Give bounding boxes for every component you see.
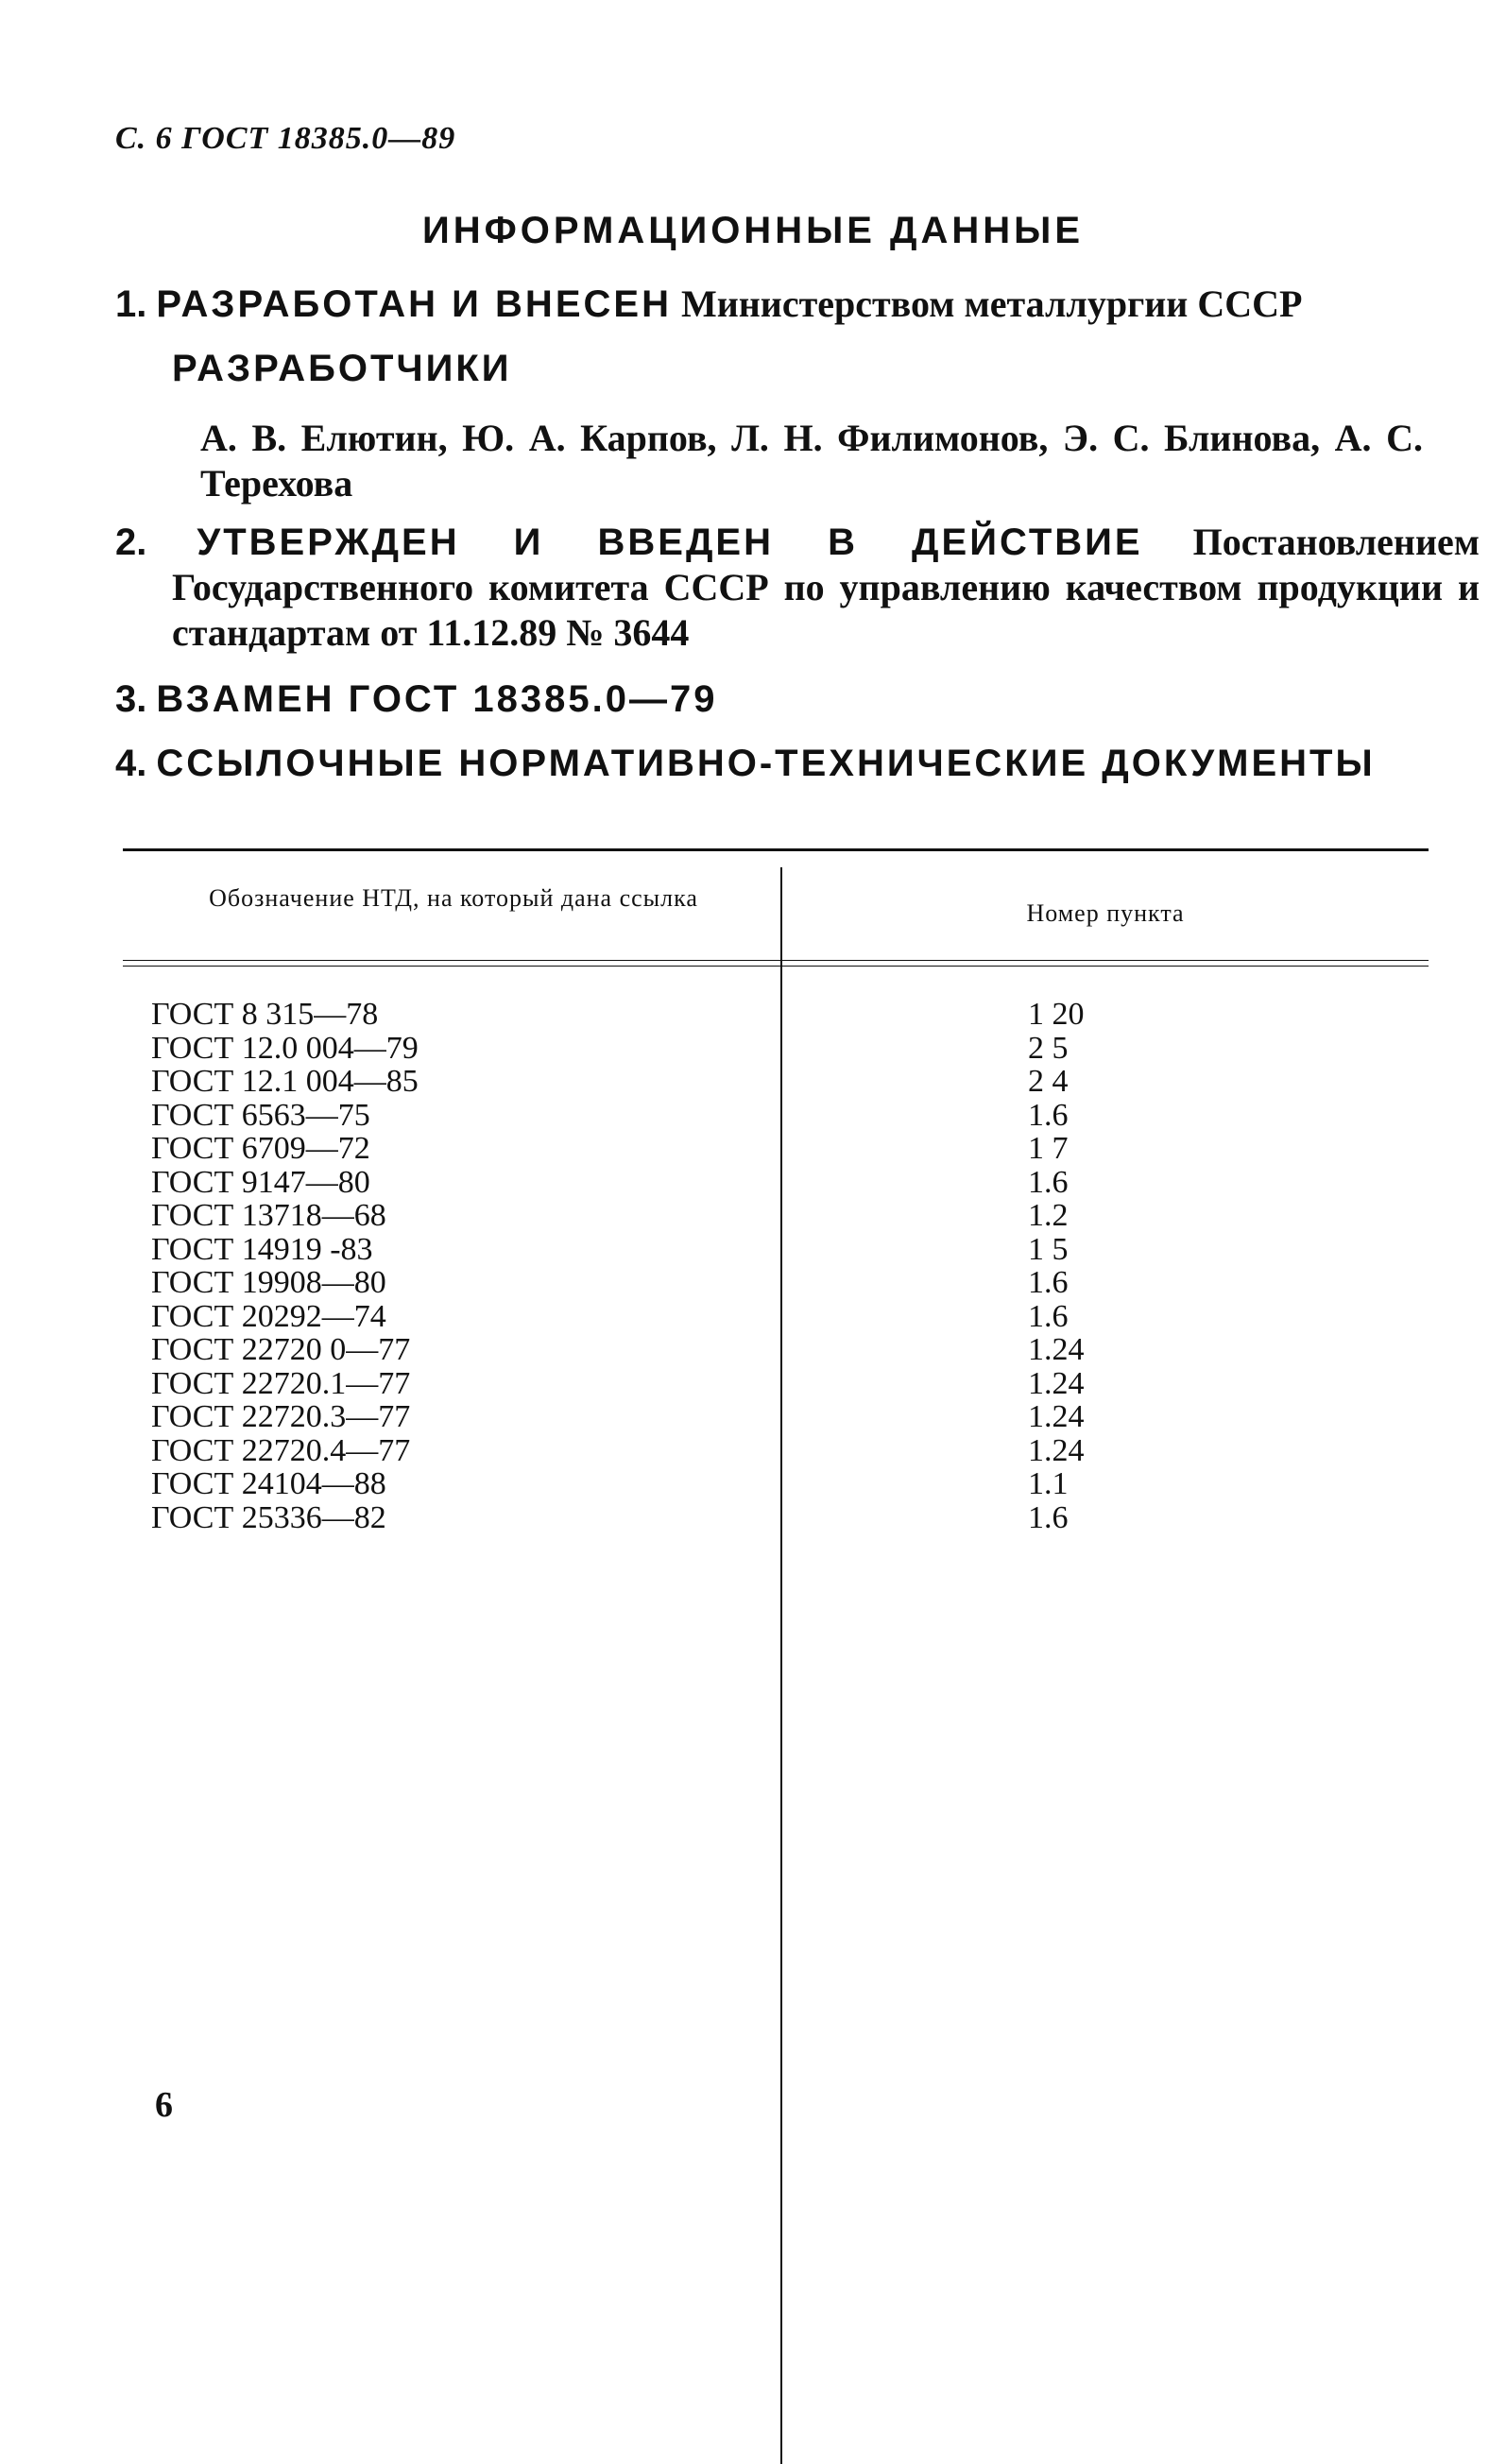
table-row bbox=[123, 1434, 1429, 1468]
table-cell-point: 1.24 bbox=[1028, 1399, 1085, 1434]
item-3 bbox=[115, 676, 1423, 722]
table-cell-doc: ГОСТ 19908—80 bbox=[151, 1265, 386, 1300]
item-1-heading: РАЗРАБОТАН И ВНЕСЕН bbox=[156, 283, 672, 325]
table-row bbox=[123, 1065, 1429, 1099]
table-cell-doc: ГОСТ 22720 0—77 bbox=[151, 1332, 411, 1367]
item-1-number: 1. bbox=[115, 283, 147, 325]
item-2-heading: УТВЕРЖДЕН И ВВЕДЕН В ДЕЙСТВИЕ bbox=[197, 522, 1143, 563]
item-3-heading: ВЗАМЕН ГОСТ 18385.0—79 bbox=[156, 678, 718, 720]
table-cell-doc: ГОСТ 8 315—78 bbox=[151, 997, 379, 1032]
table-header-point: Номер пункта bbox=[1026, 899, 1185, 927]
table-row bbox=[123, 1501, 1429, 1535]
table-row bbox=[123, 1199, 1429, 1233]
table-row bbox=[123, 1233, 1429, 1267]
item-2 bbox=[115, 520, 1480, 656]
table-cell-point: 1.6 bbox=[1028, 1499, 1069, 1535]
table-row bbox=[123, 1400, 1429, 1434]
item-4-heading: ССЫЛОЧНЫЕ НОРМАТИВНО-ТЕХНИЧЕСКИЕ ДОКУМЕНТЫ bbox=[156, 743, 1376, 784]
table-cell-doc: ГОСТ 22720.1—77 bbox=[151, 1365, 411, 1401]
item-3-number: 3. bbox=[115, 678, 147, 720]
table-cell-doc: ГОСТ 22720.3—77 bbox=[151, 1399, 411, 1434]
item-1-text: Министерством металлургии СССР bbox=[680, 282, 1303, 325]
table-row bbox=[123, 1300, 1429, 1334]
table-cell-doc: ГОСТ 6709—72 bbox=[151, 1131, 370, 1166]
table-cell-point: 1 7 bbox=[1028, 1131, 1069, 1166]
table-row bbox=[123, 1099, 1429, 1133]
table-row bbox=[123, 1367, 1429, 1401]
item-4 bbox=[115, 741, 1480, 786]
table-cell-point: 2 5 bbox=[1028, 1030, 1069, 1066]
table-cell-doc: ГОСТ 24104—88 bbox=[151, 1466, 386, 1501]
table-row bbox=[123, 1032, 1429, 1066]
table-header-rule-2 bbox=[123, 966, 1429, 967]
table-cell-doc: ГОСТ 25336—82 bbox=[151, 1499, 386, 1535]
table-cell-doc: ГОСТ 12.0 004—79 bbox=[151, 1030, 419, 1066]
table-cell-point: 1.24 bbox=[1028, 1332, 1085, 1367]
table-body bbox=[123, 998, 1429, 1534]
table-cell-doc: ГОСТ 13718—68 bbox=[151, 1198, 386, 1233]
table-row bbox=[123, 1132, 1429, 1166]
table-cell-point: 1.6 bbox=[1028, 1097, 1069, 1133]
table-cell-doc: ГОСТ 14919 -83 bbox=[151, 1231, 373, 1267]
table-cell-point: 2 4 bbox=[1028, 1064, 1069, 1099]
table-header-rule-1 bbox=[123, 960, 1429, 961]
table-cell-doc: ГОСТ 6563—75 bbox=[151, 1097, 370, 1133]
table-row bbox=[123, 1467, 1429, 1501]
table-row bbox=[123, 1333, 1429, 1367]
table-cell-point: 1.24 bbox=[1028, 1432, 1085, 1468]
table-cell-doc: ГОСТ 9147—80 bbox=[151, 1164, 370, 1200]
running-header: С. 6 ГОСТ 18385.0—89 bbox=[115, 121, 456, 156]
table-cell-point: 1 20 bbox=[1028, 997, 1085, 1032]
table-cell-point: 1.1 bbox=[1028, 1466, 1069, 1501]
table-top-rule bbox=[123, 848, 1429, 851]
table-cell-point: 1.6 bbox=[1028, 1164, 1069, 1200]
table-cell-point: 1.6 bbox=[1028, 1265, 1069, 1300]
table-row bbox=[123, 1266, 1429, 1300]
item-2-text: Постановлением Государственного комитета СССР по управлению качеством продукции и стандартам от 11.12.89 № 3644 bbox=[172, 521, 1480, 654]
table-cell-point: 1.6 bbox=[1028, 1298, 1069, 1334]
table-cell-point: 1.2 bbox=[1028, 1198, 1069, 1233]
item-4-number: 4. bbox=[115, 743, 147, 784]
page-number: 6 bbox=[155, 2085, 173, 2125]
table-cell-point: 1.24 bbox=[1028, 1365, 1085, 1401]
table-row bbox=[123, 1166, 1429, 1200]
table-row bbox=[123, 998, 1429, 1032]
section-title: ИНФОРМАЦИОННЫЕ ДАННЫЕ bbox=[421, 210, 1085, 251]
developers-names: А. В. Елютин, Ю. А. Карпов, Л. Н. Филимонов, Э. С. Блинова, А. С. Терехова bbox=[200, 417, 1423, 505]
developers-heading: РАЗРАБОТЧИКИ bbox=[172, 348, 512, 389]
table-cell-doc: ГОСТ 22720.4—77 bbox=[151, 1432, 411, 1468]
item-1 bbox=[115, 282, 1423, 327]
table-cell-doc: ГОСТ 20292—74 bbox=[151, 1298, 386, 1334]
item-2-number: 2. bbox=[115, 522, 147, 563]
table-header-doc: Обозначение НТД, на который дана ссылка bbox=[209, 884, 698, 912]
table-cell-doc: ГОСТ 12.1 004—85 bbox=[151, 1064, 419, 1099]
table-cell-point: 1 5 bbox=[1028, 1231, 1069, 1267]
